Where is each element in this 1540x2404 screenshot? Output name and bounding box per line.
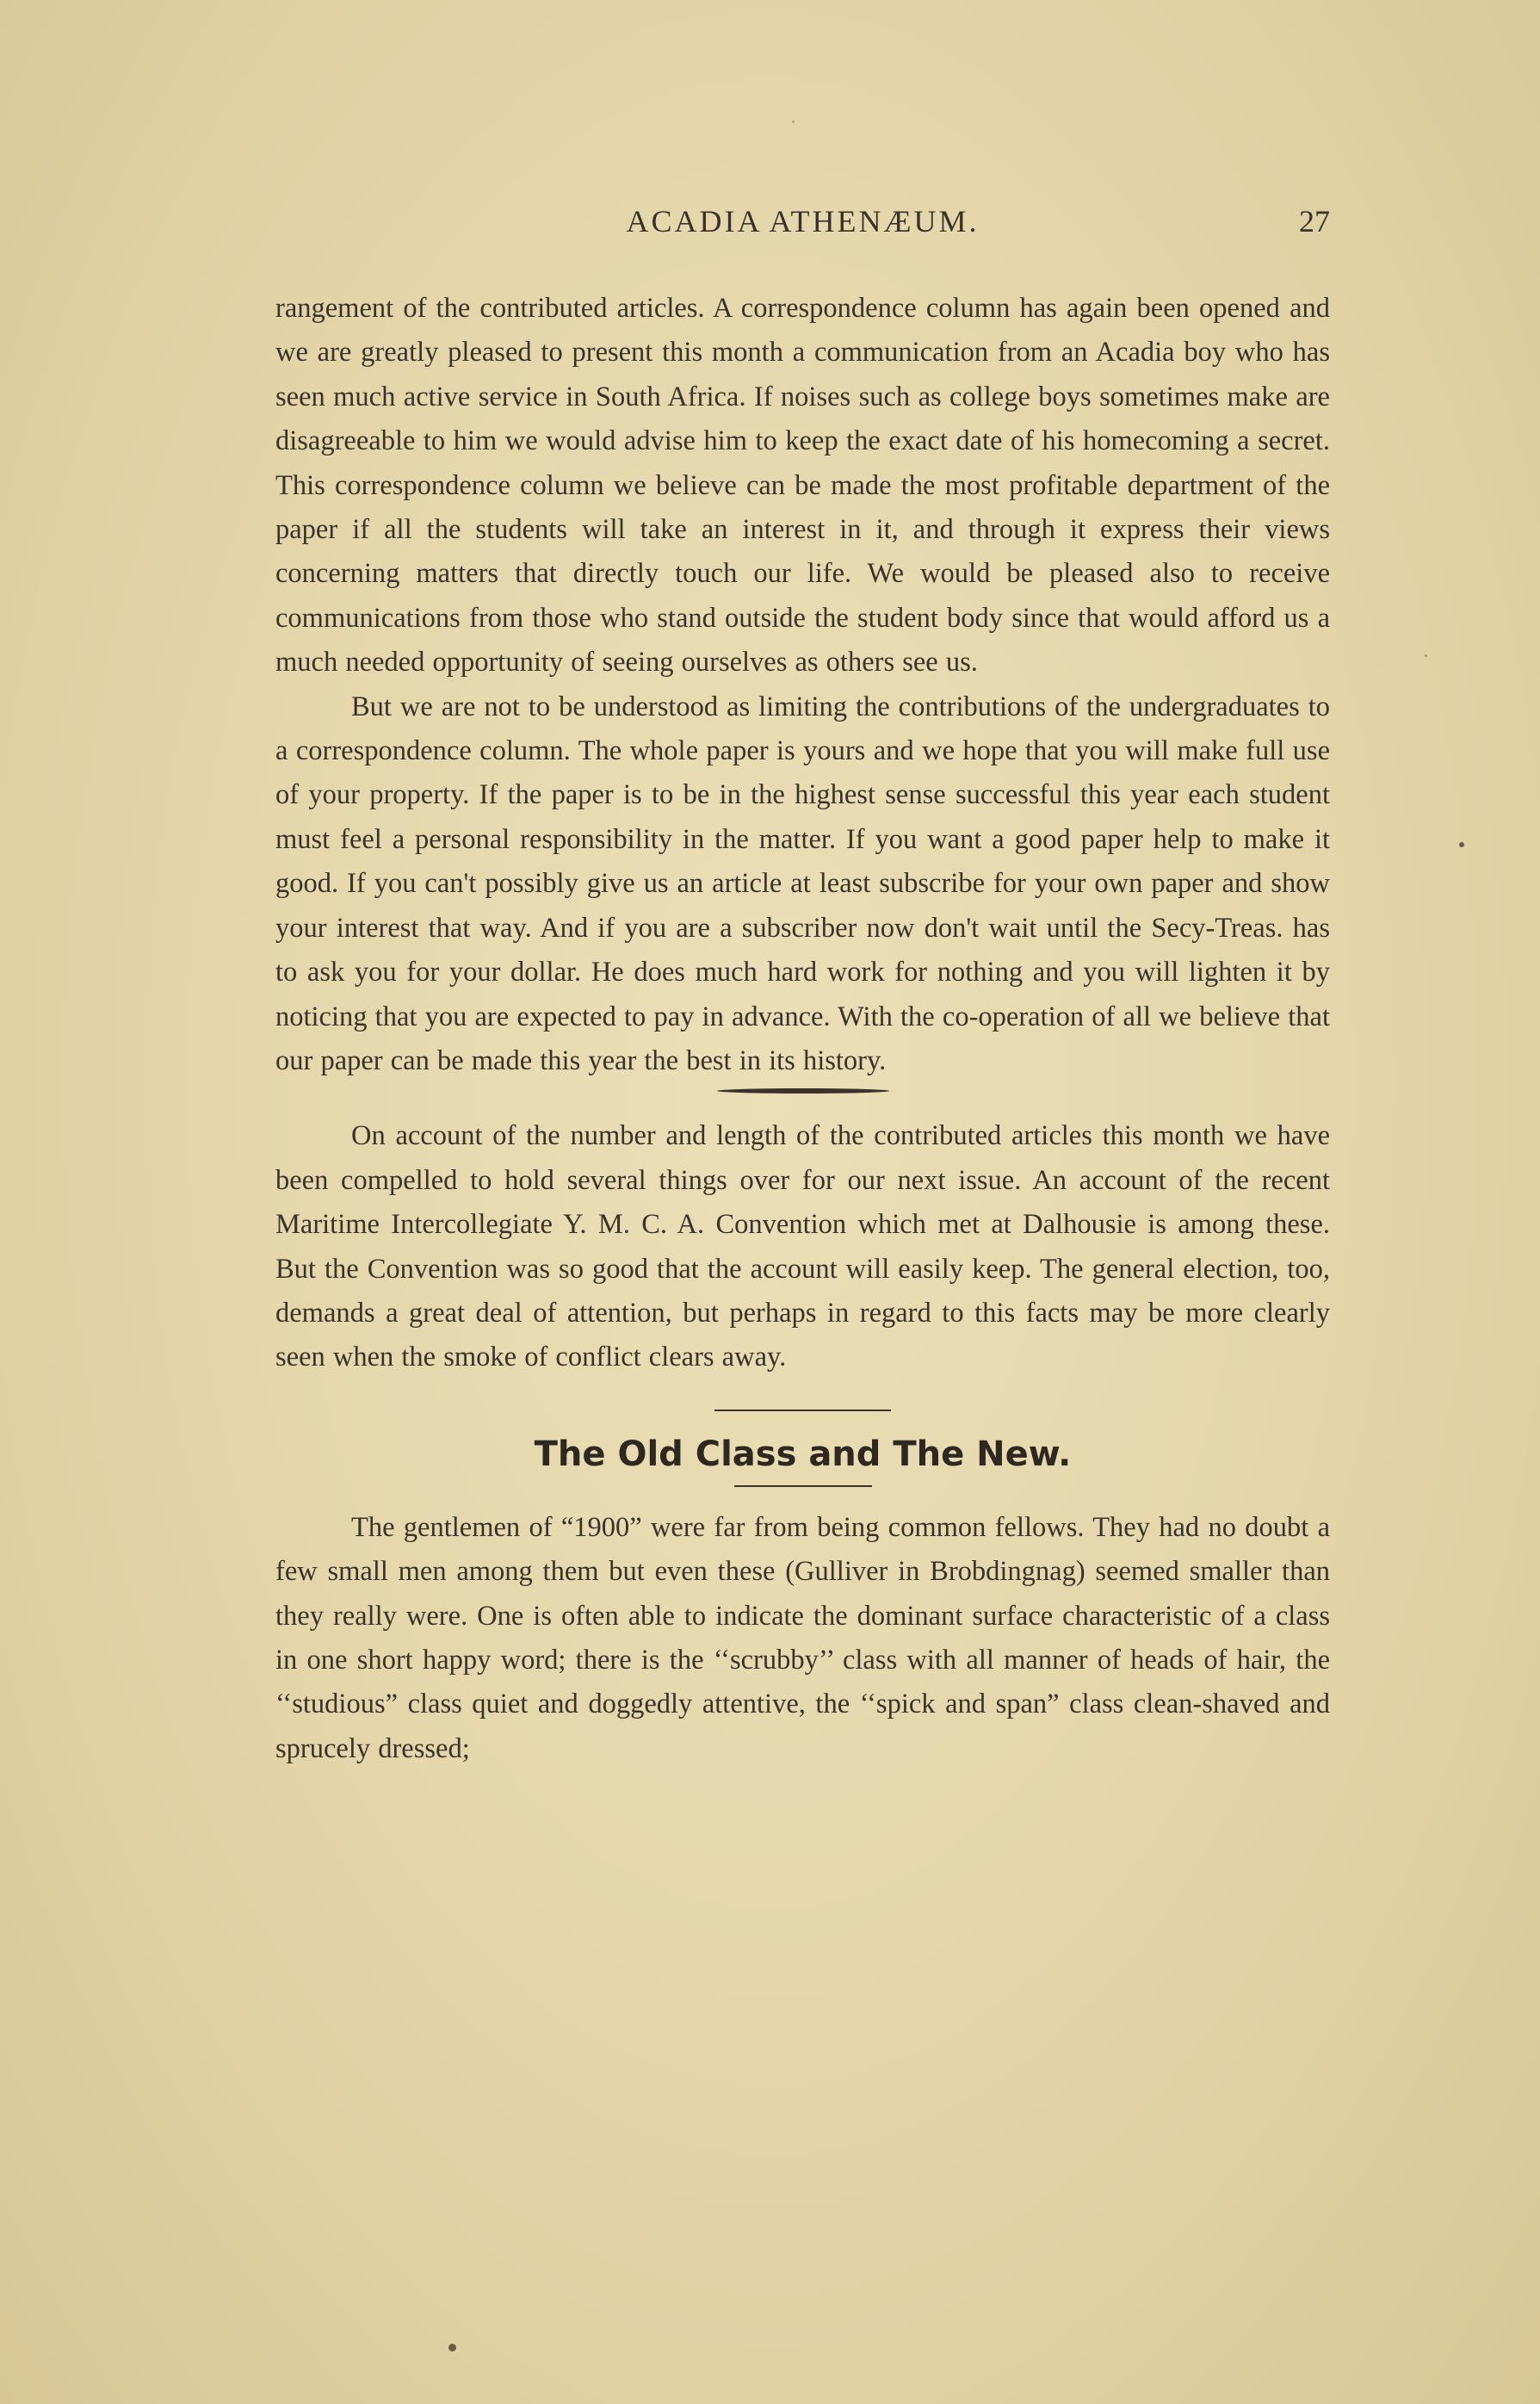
paper-speck xyxy=(448,2344,456,2351)
paper-speck xyxy=(792,121,795,123)
title-underline xyxy=(734,1485,872,1487)
article-title: The Old Class and The New. xyxy=(534,1434,1072,1474)
page-number: 27 xyxy=(1299,204,1330,239)
article-paragraph: The gentlemen of “1900” were far from being common fellows. They had no doubt a few small men among them but even these (Gulliver in Brobdingnag) seemed smaller than they really were. One is often able to indicate the dominant surface characteristic of a class in one short happy word; there is the ‘‘scrubby’’ class with all manner of heads of hair, the ‘‘studious” class quiet and doggedly attentive, the ‘‘spick and span” class clean-shaved and sprucely dressed; xyxy=(275,1511,1330,1764)
paper-speck xyxy=(1459,842,1464,847)
paragraph-contributions: But we are not to be understood as limiting the contributions of the undergraduates to a correspondence column. The whole paper is yours and we hope that you will make full use of your property. If the paper is to be in the highest sense successful this year each student must feel a personal responsibility in the matter. If you want a good paper help to make it good. If you can't possibly give us an article at least subscribe for your own paper and show your interest that way. And if you are a subscriber now don't wait until the Secy-Treas. has to ask you for your dollar. He does much hard work for nothing and you will lighten it by noticing that you are expected to pay in advance. With the co-operation of all we believe that our paper can be made this year the best in its history. xyxy=(275,691,1330,1076)
paragraph-correspondence: rangement of the contributed articles. A correspondence column has again been opened and we are greatly pleased to present this month a communication from an Acadia boy who has seen much active service in South Africa. If noises such as college boys sometimes make are disagreeable to him we would advise him to keep the exact date of his homecoming a secret. This correspondence column we believe can be made the most profitable department of the paper if all the students will take an interest in it, and through it express their views concerning matters that directly touch our life. We would be pleased also to receive communications from those who stand outside the student body since that would afford us a much needed opportunity of seeing ourselves as others see us. xyxy=(275,293,1330,678)
running-title: ACADIA ATHENÆUM. xyxy=(626,204,980,239)
text-column xyxy=(275,287,1330,1771)
section-divider xyxy=(717,1088,889,1094)
paragraph-held-over: On account of the number and length of the contributed articles this month we have been compelled to hold several things over for our next issue. An account of the recent Maritime Intercollegiate Y. M. C. A. Convention which met at Dalhousie is among these. But the Convention was so good that the account will easily keep. The general election, too, demands a great deal of attention, but perhaps in regard to this facts may be more clearly seen when the smoke of conflict clears away. xyxy=(275,1120,1330,1373)
page-header xyxy=(275,203,1330,250)
paper-speck xyxy=(1425,654,1427,657)
article-divider xyxy=(714,1410,891,1411)
